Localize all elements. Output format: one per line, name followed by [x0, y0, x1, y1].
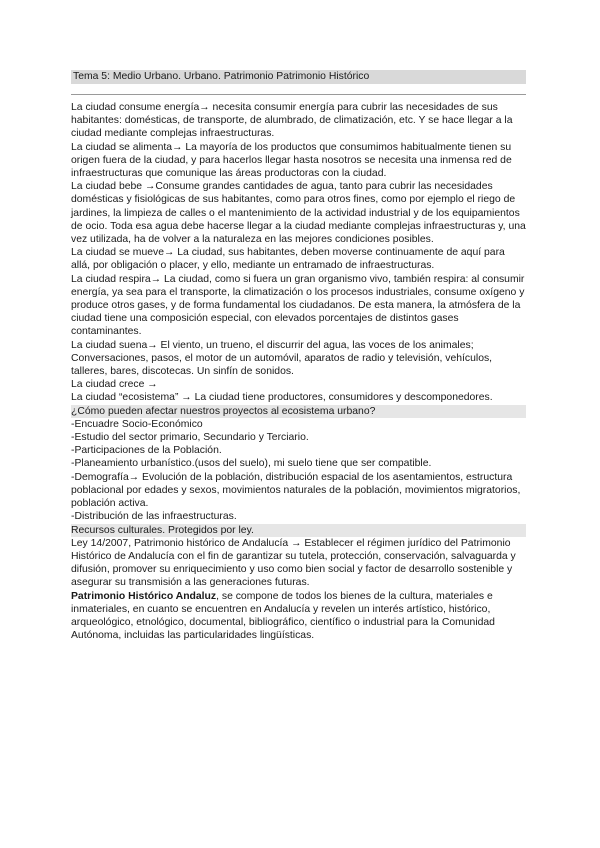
- list-item: -Planeamiento urbanístico.(usos del suelo), mi suelo tiene que ser compatible.: [71, 458, 432, 470]
- list-item: -Demografía→ Evolución de la población, distribución espacial de los asentamientos, estructura poblacional por edades y sexos, movimientos naturales de la población, movimientos migratorios, población activa.: [71, 471, 521, 510]
- document-page: [71, 70, 526, 642]
- list-item: -Distribución de las infraestructuras.: [71, 511, 237, 523]
- paragraph-energia: La ciudad consume energía→ necesita consumir energía para cubrir las necesidades de sus habitantes: domésticas, de transporte, de alumbrado, de climatización, etc. Y se hace llegar a la ciudad mediante complejas infraestructuras.: [71, 102, 513, 140]
- document-title: Tema 5: Medio Urbano. Urbano. Patrimonio Patrimonio Histórico: [71, 70, 526, 84]
- list-item: -Participaciones de la Población.: [71, 445, 222, 457]
- paragraph-respira: La ciudad respira→ La ciudad, como si fuera un gran organismo vivo, también respira: al consumir energía, ya sea para el transporte, la climatización o los procesos industriales, consume oxígeno y produce otros gases, y de forma fundamental los ciudadanos. De esta manera, la atmósfera de la ciudad tiene una composición especial, con elevados porcentajes de distintos gases contaminantes.: [71, 273, 525, 338]
- paragraph-crece: La ciudad crece →: [71, 379, 158, 391]
- paragraph-bebe: La ciudad bebe →Consume grandes cantidades de agua, tanto para cubrir las necesidades domésticas y fisiológicas de sus habitantes, como para otros fines, como por ejemplo el riego de jardines, la limpieza de calles o el mantenimiento de la actividad industrial y de los equipamientos de ocio. Toda esa agua debe hacerse llegar a la ciudad mediante complejas infraestructuras y, una vez utilizada, ha de volver a la naturaleza en las mejores condiciones posibles.: [71, 181, 526, 246]
- paragraph-mueve: La ciudad se mueve→ La ciudad, sus habitantes, deben moverse continuamente de aquí para allá, por obligación o placer, y ello, mediante un entramado de infraestructuras.: [71, 247, 505, 272]
- list-item: -Encuadre Socio-Económico: [71, 418, 203, 430]
- paragraph-ecosistema: La ciudad “ecosistema” → La ciudad tiene productores, consumidores y descomponedores.: [71, 392, 493, 404]
- heritage-paragraph: [71, 590, 526, 643]
- question-heading: ¿Cómo pueden afectar nuestros proyectos al ecosistema urbano?: [71, 405, 526, 418]
- list-item: -Estudio del sector primario, Secundario y Terciario.: [71, 432, 309, 444]
- heritage-text: , se compone de todos los bienes de la cultura, materiales e inmateriales, en cuanto se encuentren en Andalucía y revelen un interés artístico, histórico, arqueológico, etnológico, documental, bibliográfico, científico o industrial para la Comunidad Autónoma, incluidas las particularidades lingüísticas.: [71, 590, 495, 642]
- title-divider: [71, 94, 526, 95]
- resources-heading: Recursos culturales. Protegidos por ley.: [71, 524, 526, 537]
- heritage-bold-term: Patrimonio Histórico Andaluz: [71, 590, 217, 602]
- paragraph-suena: La ciudad suena→ El viento, un trueno, el discurrir del agua, las voces de los animales; Conversaciones, pasos, el motor de un automóvil, aparatos de radio y televisión, vehículos, talleres, bares, discotecas. Un sinfín de sonidos.: [71, 339, 493, 378]
- law-paragraph: Ley 14/2007, Patrimonio histórico de Andalucía → Establecer el régimen jurídico del Patrimonio Histórico de Andalucía con el fin de garantizar su tutela, protección, conservación, salvaguarda y difusión, promover su enriquecimiento y uso como bien social y factor de desarrollo sostenible y asegurar su transmisión a las generaciones futuras.: [71, 537, 516, 589]
- paragraph-alimenta: La ciudad se alimenta→ La mayoría de los productos que consumimos habitualmente tienen su origen fuera de la ciudad, y para hacerlos llegar hasta nosotros se necesita una inmensa red de infraestructuras que comunique las áreas productoras con la ciudad.: [71, 141, 512, 180]
